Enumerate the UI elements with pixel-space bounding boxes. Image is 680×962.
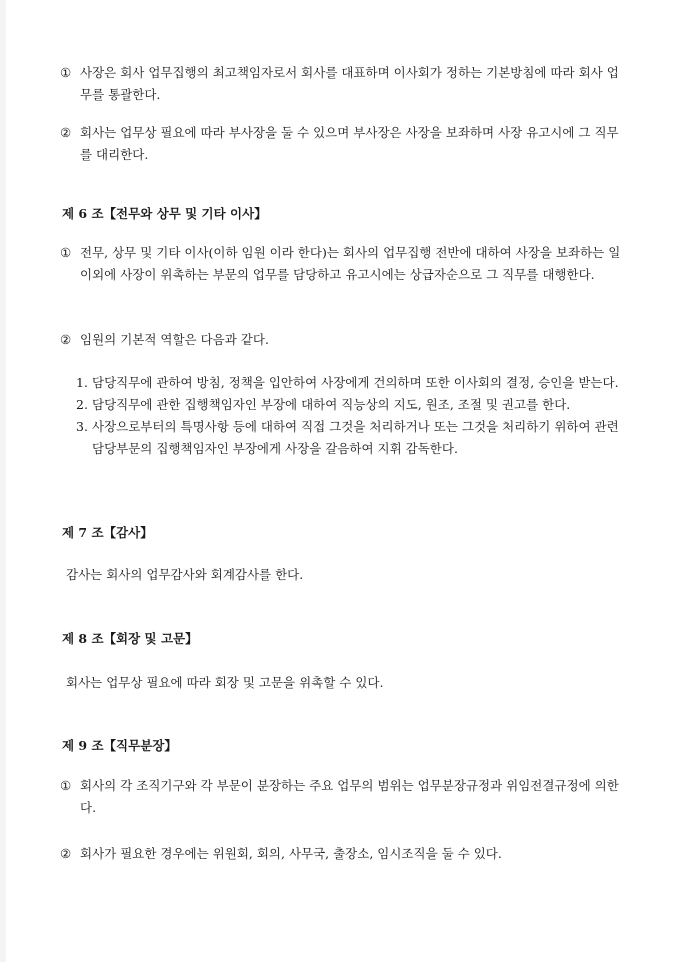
circled-number-1: ① — [60, 245, 72, 260]
article7-heading: 제 7 조【감사】 — [62, 525, 153, 540]
article9-paragraph-2 — [60, 843, 630, 865]
article8-text: 회사는 업무상 필요에 따라 회장 및 고문을 위촉할 수 있다. — [66, 675, 384, 690]
article6-role-list — [76, 372, 626, 460]
article5-paragraph-1 — [60, 62, 630, 106]
page-edge-shadow — [0, 0, 6, 962]
paragraph-text: 사장은 회사 업무집행의 최고책임자로서 회사를 대표하며 이사회가 정하는 기본방침에 따라 회사 업무를 통괄한다. — [80, 65, 619, 102]
list-item — [76, 372, 626, 394]
list-item-text: 담당직무에 관한 집행책임자인 부장에 대하여 직능상의 지도, 원조, 조절 및 권고를 한다. — [92, 397, 571, 412]
list-number: 3. — [76, 419, 88, 434]
article9-paragraph-1 — [60, 775, 630, 819]
paragraph-text: 회사의 각 조직기구와 각 부문이 분장하는 주요 업무의 범위는 업무분장규정과 위임전결규정에 의한다. — [80, 778, 619, 815]
article5-paragraph-2 — [60, 122, 630, 166]
circled-number-2: ② — [60, 846, 72, 861]
list-item-text: 사장으로부터의 특명사항 등에 대하여 직접 그것을 처리하거나 또는 그것을 처리하기 위하여 관련 담당부문의 집행책임자인 부장에게 사장을 갈음하여 지휘 감독한다. — [92, 419, 619, 456]
paragraph-text: 회사는 업무상 필요에 따라 부사장을 둘 수 있으며 부사장은 사장을 보좌하며 사장 유고시에 그 직무를 대리한다. — [80, 125, 619, 162]
article6-heading: 제 6 조【전무와 상무 및 기타 이사】 — [62, 206, 267, 221]
paragraph-text: 전무, 상무 및 기타 이사(이하 임원 이라 한다)는 회사의 업무집행 전반에 대하여 사장을 보좌하는 일 이외에 사장이 위촉하는 부문의 업무를 담당하고 유고시에는 상급자순으로 그 직무를 대행한다. — [80, 245, 621, 282]
paragraph-text: 회사가 필요한 경우에는 위원회, 회의, 사무국, 출장소, 임시조직을 둘 수 있다. — [80, 846, 502, 861]
article8-heading: 제 8 조【회장 및 고문】 — [62, 631, 198, 646]
article6-paragraph-2 — [60, 329, 630, 351]
paragraph-text: 임원의 기본적 역할은 다음과 같다. — [80, 332, 269, 347]
circled-number-2: ② — [60, 332, 72, 347]
circled-number-2: ② — [60, 125, 72, 140]
list-number: 2. — [76, 397, 88, 412]
list-item — [76, 394, 626, 416]
list-number: 1. — [76, 375, 88, 390]
article7-text: 감사는 회사의 업무감사와 회계감사를 한다. — [66, 567, 304, 582]
list-item — [76, 416, 626, 460]
list-item-text: 담당직무에 관하여 방침, 정책을 입안하여 사장에게 건의하며 또한 이사회의 결정, 승인을 받는다. — [92, 375, 619, 390]
article6-paragraph-1 — [60, 242, 630, 286]
circled-number-1: ① — [60, 778, 72, 793]
article9-heading: 제 9 조【직무분장】 — [62, 738, 177, 753]
circled-number-1: ① — [60, 65, 72, 80]
